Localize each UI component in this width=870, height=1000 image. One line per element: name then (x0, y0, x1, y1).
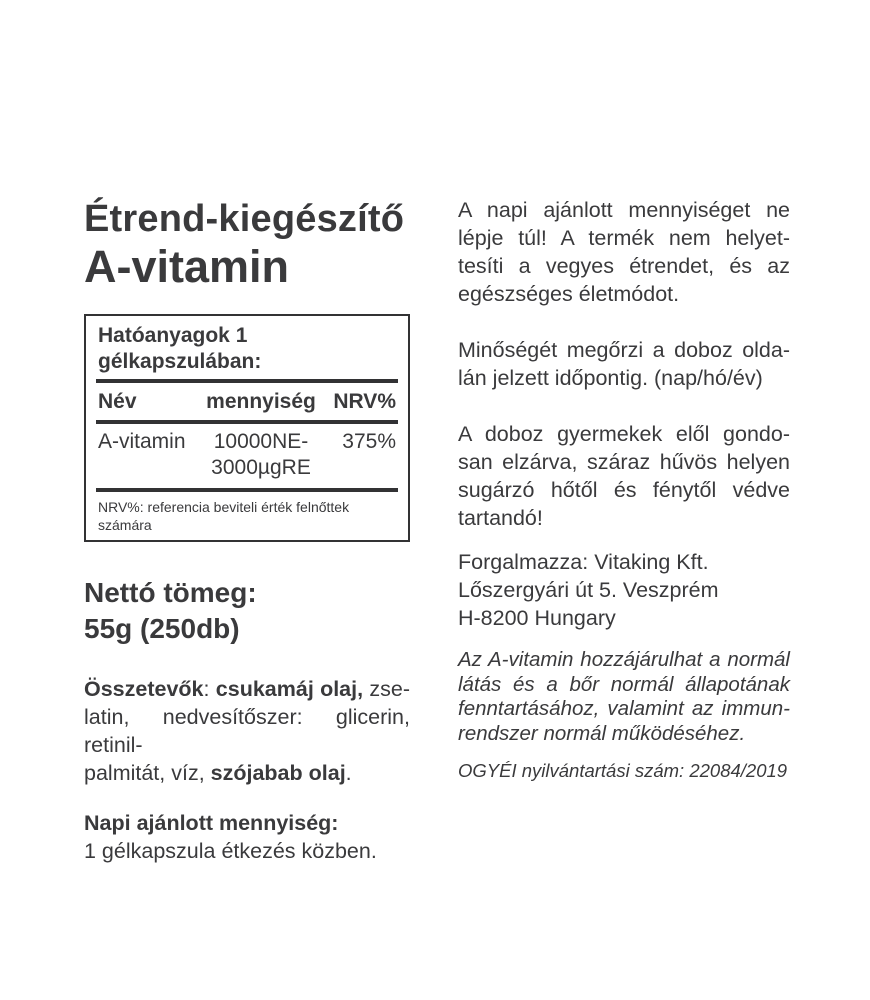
distributor-line: Forgalmazza: Vitaking Kft. (458, 550, 709, 574)
paragraph-line: A napi ajánlott mennyiséget ne (458, 198, 790, 222)
ingredients-line (84, 759, 410, 787)
paragraph-line: egészséges életmódot. (458, 282, 680, 306)
paragraph-line: A doboz gyermekek elől gondo- (458, 422, 790, 446)
paragraph-line: san elzárva, száraz hűvös helyen (458, 450, 790, 474)
net-weight-block (84, 575, 410, 647)
right-column (458, 196, 790, 783)
paragraph-line: lépje túl! A termék nem helyet- (458, 226, 790, 250)
paragraph-line: tesíti a vegyes étrendet, és az (458, 254, 790, 278)
ingredients-text: : (203, 677, 216, 701)
table-row (96, 424, 398, 488)
claim-line: rendszer normál működéséhez. (458, 721, 746, 745)
column-header-name: Név (98, 390, 137, 413)
claim-line: Az A-vitamin hozzájárulhat a normál (458, 648, 790, 671)
shelf-life-paragraph (458, 336, 790, 392)
ingredients-heading: Összetevők (84, 677, 204, 701)
product-name-title: A-vitamin (84, 241, 290, 292)
ingredients-line (84, 675, 410, 703)
daily-dose-body: 1 gélkapszula étkezés közben. (84, 839, 377, 863)
distributor-block (458, 548, 790, 632)
health-claim-paragraph (458, 648, 790, 746)
amount-line2: 3000µgRE (211, 456, 311, 479)
claim-line: látás és a bőr normál állapotának (458, 672, 790, 696)
product-category-title: Étrend-kiegészítő (84, 198, 405, 240)
ingredient-name-cell: A-vitamin (98, 430, 186, 453)
distributor-line: Lőszergyári út 5. Veszprém (458, 578, 719, 602)
ingredients-text-bold: csukamáj olaj, (215, 677, 364, 701)
amount-line1: 10000NE- (213, 430, 309, 453)
claim-line: fenntartásához, valamint az immun- (458, 697, 790, 720)
ingredients-text: zse- (363, 677, 410, 701)
ingredient-nrv-cell: 375% (342, 430, 396, 453)
supplement-facts-table (84, 314, 410, 542)
ingredients-text: palmitát, víz, (84, 761, 211, 785)
left-column (84, 196, 410, 865)
paragraph-line: tartandó! (458, 506, 543, 530)
distributor-line: H-8200 Hungary (458, 606, 616, 630)
nrv-footnote: NRV%: referencia beviteli érték felnőttek számára (98, 499, 350, 533)
ingredients-line: latin, nedvesítőszer: glicerin, retinil- (84, 705, 410, 757)
daily-dose-block (84, 809, 410, 865)
facts-table-header: Hatóanyagok 1 gélkapszulában: (98, 324, 262, 373)
paragraph-line: lán jelzett időpontig. (nap/hó/év) (458, 366, 763, 390)
ingredients-text: . (345, 761, 352, 785)
column-header-nrv: NRV% (333, 390, 396, 413)
storage-paragraph (458, 420, 790, 532)
paragraph-line: sugárzó hőtől és fénytől védve (458, 478, 790, 502)
paragraph-line: Minőségét megőrzi a doboz olda- (458, 338, 790, 362)
net-weight-value: 55g (250db) (84, 613, 240, 644)
product-title (84, 196, 410, 292)
ingredients-text-bold: szójabab olaj (210, 761, 346, 785)
warning-paragraph (458, 196, 790, 308)
daily-dose-heading: Napi ajánlott mennyiség: (84, 811, 339, 835)
facts-column-headers (96, 383, 398, 420)
ingredient-amount-cell (198, 429, 324, 481)
registration-number: OGYÉI nyilvántartási szám: 22084/2019 (458, 760, 788, 781)
column-header-amount: mennyiség (206, 390, 316, 413)
net-weight-label: Nettó tömeg: (84, 577, 257, 608)
ingredients-paragraph (84, 675, 410, 787)
